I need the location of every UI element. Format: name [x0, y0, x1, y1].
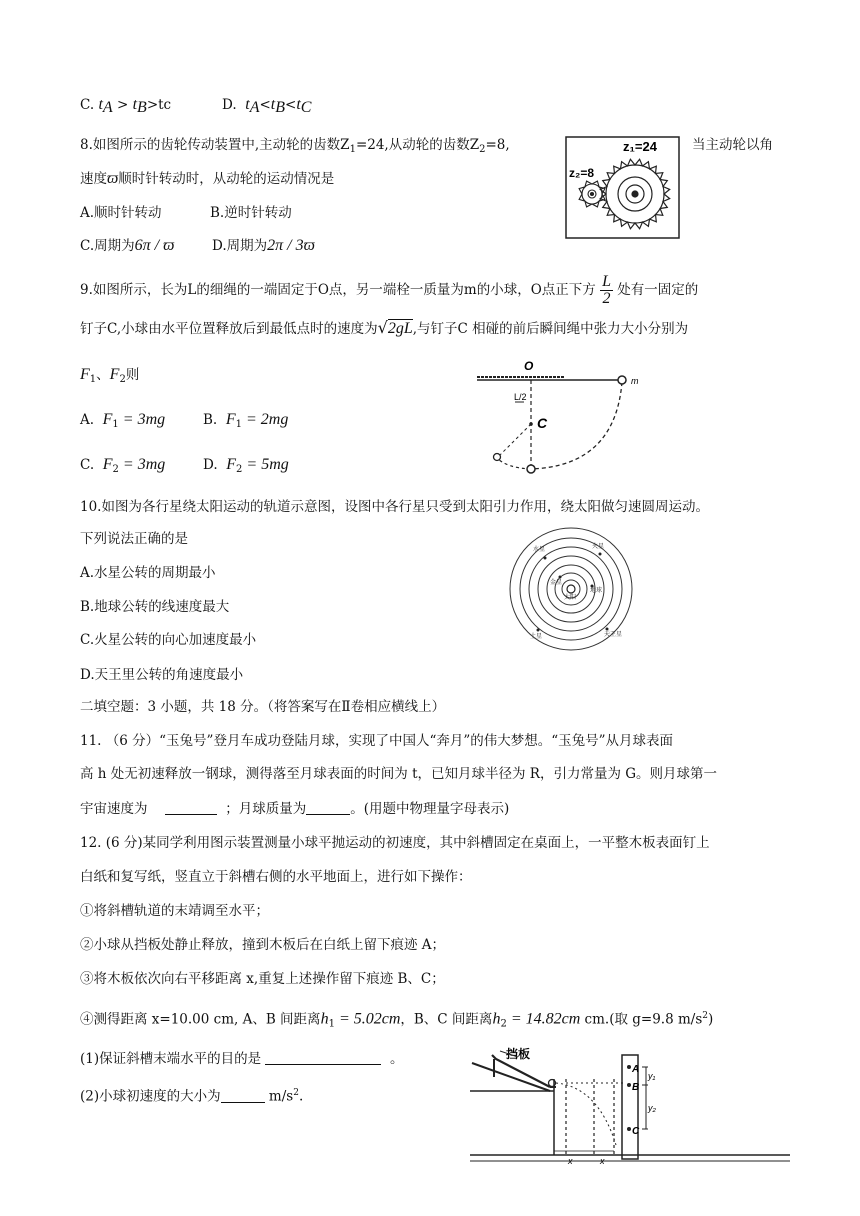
q10-stem-line2: 下列说法正确的是	[80, 531, 188, 547]
q9-option-b: B. $F_1 = 2mg$	[203, 411, 289, 430]
q9-option-c: C. $F_2 = 3mg$	[80, 456, 166, 475]
q12-step4: ④测得距离 x=10.00 cm, A、B 间距离$h_1 = 5.02cm$，B、C 间距离$h_2 = 14.82cm$ cm.(取 g=9.8 $m/s^2$)	[80, 1010, 714, 1030]
section-2-title: 二填空题：3 小题，共 18 分。（将答案写在Ⅱ卷相应横线上）	[80, 699, 446, 715]
q9-fraction: $\frac{L}{2}$	[602, 273, 611, 307]
sun-icon	[567, 585, 575, 593]
q10-stem-line1: 10.如图为各行星绕太阳运动的轨道示意图，设图中各行星只受到太阳引力作用，绕太阳做匀速圆周运动。	[80, 499, 709, 515]
q10-option-d: D.天王里公转的角速度最小	[80, 667, 244, 683]
q12-step2: ②小球从挡板处静止释放，撞到木板后在白纸上留下痕迹 A；	[80, 937, 446, 953]
q12-step1: ①将斜槽轨道的末靖调至水平；	[80, 903, 269, 919]
q11-line3: 宇宙速度为 ；月球质量为 。(用题中物理量字母表示)	[80, 801, 510, 817]
pendulum-figure	[475, 356, 645, 480]
orbit-figure	[508, 526, 636, 654]
ball-after	[494, 454, 501, 461]
y2-label: y₂	[648, 1103, 656, 1113]
q9-option-d: D. $F_2 = 5mg$	[203, 456, 289, 475]
q9-stem-line2: 钉子C,小球由水平位置释放后到最低点时的速度为√2gL,与钉子C 相碰的前后瞬间绳中张力大小分别为	[80, 318, 689, 337]
q8-option-a: A.顺时针转动	[80, 205, 162, 221]
orbit-label-5: 土星	[530, 634, 543, 640]
q8-stem-line2: 速度ϖ顺时针转动时，从动轮的运动情况是	[80, 170, 335, 187]
q12-step3: ③将木板依次向右平移距离 x,重复上述操作留下痕迹 B、C；	[80, 971, 445, 987]
x-label-1: x	[568, 1156, 573, 1165]
q7-option-d: D. $t_A<t_B<t_C$	[222, 96, 312, 116]
moon-mass-blank[interactable]	[306, 800, 350, 815]
q9-option-a: A. $F_1 = 3mg$	[80, 411, 166, 430]
q12-sub2: (2)小球初速度的大小为 $m/s^2$.	[80, 1088, 304, 1105]
orbit-label-0: 水星	[533, 547, 546, 553]
q11-line2: 高 h 处无初速释放一钢球，测得落至月球表面的时间为 t，已知月球半径为 R，引力常量为 G。则月球第一	[80, 766, 718, 782]
trace-c-label: C	[632, 1126, 640, 1137]
x-label-2: x	[600, 1156, 605, 1165]
gear-z2-label: z₂=8	[569, 166, 595, 180]
y1-label: y₁	[648, 1071, 656, 1081]
q8-option-b: B.逆时针转动	[210, 205, 292, 221]
orbit-label-1: 火星	[592, 544, 605, 550]
projectile-apparatus-figure	[470, 1045, 790, 1165]
q9-stem-line1: 9.如图所示，长为L的细绳的一端固定于O点，另一端栓一质量为m的小球，O点正下方 $\frac{L}{2}$ 处有一固定的	[80, 273, 699, 307]
gear-z1-label: z₁=24	[623, 139, 657, 154]
driven-gear	[579, 181, 605, 207]
q8-option-c: C.周期为6π / ϖ	[80, 237, 175, 254]
q12-line2: 白纸和复写纸，竖直立于斜槽右侧的水平地面上，进行如下操作：	[80, 869, 472, 885]
q12-sub1: (1)保证斜槽末端水平的目的是 。	[80, 1051, 404, 1067]
q11-line1: 11. （6 分）“玉兔号”登月车成功登陆月球，实现了中国人“奔月”的伟大梦想。“玉兔号”从月球表面	[80, 733, 674, 749]
ball-bottom	[527, 465, 535, 473]
q8-stem-tail: 当主动轮以角	[692, 137, 773, 153]
q9-stem-line3: $F_1$、$F_2$则	[80, 366, 140, 385]
horizontal-purpose-blank[interactable]	[265, 1050, 381, 1065]
mass-label: m	[631, 376, 639, 386]
ball-start	[618, 376, 626, 384]
driving-gear	[600, 159, 669, 228]
q8-option-d: D.周期为2π / 3ϖ	[212, 237, 315, 254]
q12-line1: 12. (6 分)某同学利用图示装置测量小球平抛运动的初速度，其中斜槽固定在桌面上，一平整木板表面钉上	[80, 835, 710, 851]
point-o-label: O	[524, 359, 534, 373]
orbit-label-3: 地球	[590, 588, 603, 594]
half-length-label: L/2	[514, 392, 527, 402]
orbit-label-4: 太阳	[564, 595, 577, 601]
point-c-label: C	[537, 415, 548, 431]
gear-figure	[565, 136, 680, 239]
q10-option-a: A.水星公转的周期最小	[80, 565, 216, 581]
initial-velocity-blank[interactable]	[221, 1088, 265, 1103]
trace-b-label: B	[632, 1082, 640, 1093]
q10-option-c: C.火星公转的向心加速度最小	[80, 632, 257, 648]
q7-option-c: C. $t_A > t_B>tc$	[80, 96, 172, 116]
orbit-label-6: 天王星	[604, 632, 623, 638]
q8-stem-line1: 8.如图所示的齿轮传动装置中,主动轮的齿数$Z_1=24$,从动轮的齿数$Z_2=8$,	[80, 137, 510, 155]
trace-a-label: A	[632, 1064, 640, 1075]
q10-option-b: B.地球公转的线速度最大	[80, 599, 230, 615]
baffle-label: 挡板	[506, 1047, 531, 1061]
orbit-label-2: 金星	[550, 580, 563, 586]
first-cosmic-velocity-blank[interactable]	[165, 800, 217, 815]
